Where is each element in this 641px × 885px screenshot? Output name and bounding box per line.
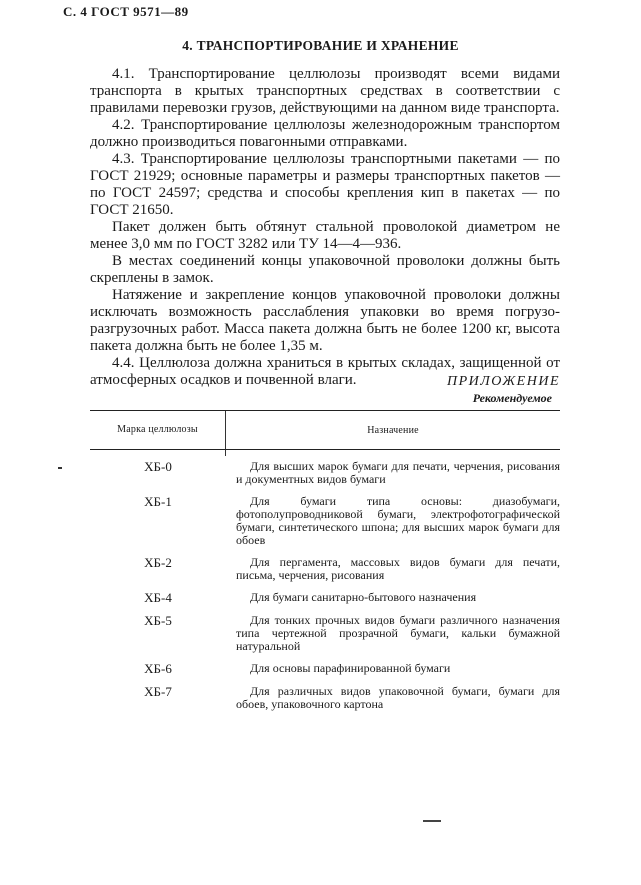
paragraph-4-1: 4.1. Транспортирование целлюлозы производят всеми видами транспорта в крытых транспортных средствах в соответствии с правилами перевозки грузов, действующими на данном виде транспорта. [90, 66, 560, 116]
row-purpose: Для основы парафинированной бумаги [250, 661, 451, 675]
table-row [90, 591, 560, 605]
page-header: С. 4 ГОСТ 9571—89 [63, 4, 189, 19]
paragraph-4-4: 4.4. Целлюлоза должна храниться в крытых складах, защищенной от атмосферных осадков и почвенной влаги. [90, 355, 560, 388]
row-grade: ХБ-2 [144, 555, 172, 570]
section-title: 4. ТРАНСПОРТИРОВАНИЕ И ХРАНЕНИЕ [182, 38, 459, 53]
row-purpose: Для бумаги санитарно-бытового назначения [250, 590, 477, 604]
table-row [90, 662, 560, 676]
row-grade: ХБ-5 [144, 613, 172, 628]
header-purpose: Назначение [367, 424, 419, 436]
paragraph-wire: Пакет должен быть обтянут стальной проволокой диаметром не менее 3,0 мм по ГОСТ 3282 или ТУ 14—4—936. [90, 219, 560, 252]
row-purpose: Для тонких прочных видов бумаги различного назначения типа чертежной прозрачной бумаги, кальки бумажной натуральной [236, 613, 560, 653]
row-purpose: Для бумаги типа основы: диазобумаги, фотополупроводниковой бумаги, электрофотографической бумаги, синтетического шпона; для высших марок бумаги для обоев [236, 494, 560, 547]
row-grade: ХБ-7 [144, 684, 172, 699]
paragraph-lock: В местах соединений концы упаковочной проволоки должны быть скреплены в замок. [90, 253, 560, 286]
table-body [90, 450, 560, 711]
row-purpose: Для высших марок бумаги для печати, черчения, рисования и документных видов бумаги [236, 459, 560, 486]
paragraph-4-2: 4.2. Транспортирование целлюлозы железнодорожным транспортом должно производиться повагонными отправками. [90, 117, 560, 150]
scan-speck [58, 467, 62, 469]
table-row [90, 685, 560, 711]
appendix-title: ПРИЛОЖЕНИЕ [447, 374, 560, 389]
header-grade: Марка целлюлозы [90, 411, 226, 449]
body-text [90, 66, 560, 389]
row-grade: ХБ-6 [144, 661, 172, 676]
row-grade: ХБ-1 [144, 494, 172, 509]
column-divider [225, 450, 226, 456]
table-row [90, 614, 560, 653]
appendix-heading [447, 373, 560, 406]
paragraph-4-3: 4.3. Транспортирование целлюлозы транспортными пакетами — по ГОСТ 21929; основные параметры и размеры транспортных пакетов — по ГОСТ 24597; средства и способы крепления кип в пакетах — по ГОСТ 21650. [90, 151, 560, 218]
paragraph-tension: Натяжение и закрепление концов упаковочной проволоки должны исключать возможность расслабления упаковки во время погрузо-разгрузочных работ. Масса пакета должна быть не более 1200 кг, высота пакета должна быть не более 1,35 м. [90, 287, 560, 354]
row-purpose: Для пергамента, массовых видов бумаги для печати, письма, черчения, рисования [236, 555, 560, 582]
row-grade: ХБ-4 [144, 590, 172, 605]
grades-table [90, 410, 560, 720]
appendix-subtitle: Рекомендуемое [472, 391, 552, 405]
table-header [90, 411, 560, 449]
table-row [90, 556, 560, 582]
row-purpose: Для различных видов упаковочной бумаги, бумаги для обоев, упаковочного картона [236, 684, 560, 711]
scan-dash [423, 820, 441, 822]
table-row [90, 460, 560, 486]
row-grade: ХБ-0 [144, 459, 172, 474]
table-row [90, 495, 560, 547]
